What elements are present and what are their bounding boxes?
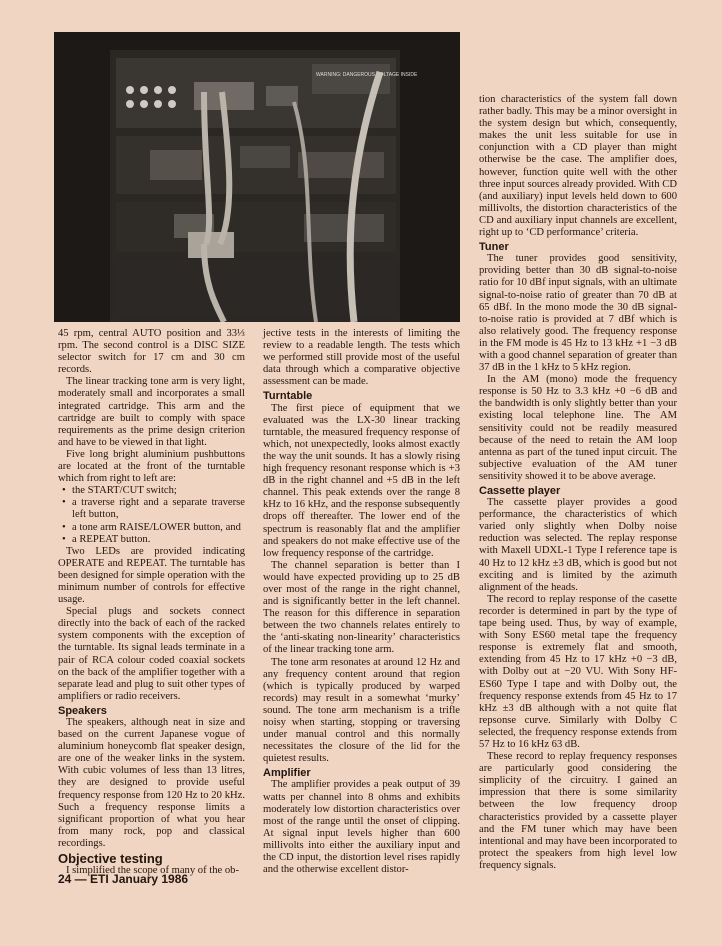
section-heading-amplifier: Amplifier: [263, 767, 311, 780]
page-folio: 24 — ETI January 1986: [58, 872, 189, 886]
column-3: [479, 94, 677, 872]
paragraph: The cassette player provides a good performance, the characteristics of which varied only slightly when Dolby noise reduction was selected. The replay response with Maxell UDXL-1 Type I reference tape is 40 Hz to 12 kHz ±3 dB, which is good but not exciting and is limited by the azimuth alignment of the heads.: [479, 497, 677, 593]
section-heading-objective-testing: Objective testing: [58, 851, 163, 867]
paragraph: tion characteristics of the system fall down rather badly. This may be a minor oversight in the system design but which, consequently, makes the unit less suitable for use in conjunction with a CD player than might otherwise be the case. The amplifier does, however, function quite well with the other three input sources already provided. With CD (and auxiliary) input levels held down to 600 millivolts, the distortion characteristics of the CD and auxiliary input channels are excellent, right up to ‘CD performance’ criteria.: [479, 94, 677, 239]
list-item: • a REPEAT button.: [72, 534, 245, 546]
paragraph: The record to replay response of the casette recorder is determined in part by the type of tape being used. Thus, by way of example, with Sony ES60 metal tape the frequency response is extremely flat and smooth, extending from 45 Hz to 17 kHz +0 −3 dB, with Dolby out at −20 VU. With Sony HF-ES60 Type I tape and with Dolby out, the frequency response extends from 45 Hz to 17 kHz ±3 dB although with a not quite flat repsonse curve. Similarly with Dolby C selected, the frequency response extends from 57 Hz to 16 kHz 63 dB.: [479, 593, 677, 750]
section-heading-cassette-player: Cassette player: [479, 485, 561, 497]
paragraph: The channel separation is better than I would have expected providing up to 25 dB over most of the range in the right channel, and is significantly better in the left channel. The reason for this difference in separation between the two channels relates entirely to the ‘anti-skating non-linearity’ characteristics of the linear tracking tone arm.: [263, 559, 460, 656]
paragraph: Special plugs and sockets connect directly into the back of each of the racked system components with the exception of the turntable. Its signal leads terminate in a pair of RCA colour coded coaxial sockets on the back of the amplifier together with a separate lead and plug to suit other types of amplifiers or radio receivers.: [58, 606, 245, 702]
warning-label: WARNING: DANGEROUS VOLTAGE INSIDE: [316, 72, 418, 78]
paragraph: jective tests in the interests of limiting the review to a readable length. The tests which we performed still provide most of the useful data through which a comparative objective assessment can be made.: [263, 328, 460, 388]
section-heading-speakers: Speakers: [58, 704, 107, 717]
list-item: • a traverse right and a separate traverse left button,: [72, 497, 245, 521]
paragraph: The tone arm resonates at around 12 Hz and any frequency content around that region (which is typically produced by warped records) may result in a somewhat ‘murky’ sound. The tone arm mechanism is a trifle noisy when starting, stopping or traversing under manual control and this normally necessitates the closure of the lid for the quietest results.: [263, 656, 460, 765]
paragraph: These record to replay frequency responses are particularly good considering the simplicity of the circuitry. I gained an impression that there is some similarity between the low frequency droop characteristics provided by a cassette player and the FM tuner which may have been intentional and may have been incorporated to protect the speakers from high level low frequency signals.: [479, 751, 677, 871]
list-item: • the START/CUT switch;: [72, 485, 245, 497]
column-1: [58, 328, 245, 877]
paragraph: In the AM (mono) mode the frequency response is 50 Hz to 3.3 kHz +0 −6 dB and the bandwidth is only slightly better than your existing local telephone line. The AM sensitivity could not be readily measured because of the need to retain the AM loop antenna as part of the tuned input circuit. The subjective evaluation of the AM tuner sensitivity showed it to be above average.: [479, 374, 677, 482]
section-heading-tuner: Tuner: [479, 241, 509, 254]
equipment-rack-photo: [54, 32, 460, 322]
paragraph: The linear tracking tone arm is very light, moderately small and incorporates a small integrated cartridge. This arm and the cartridge are built to comply with space requirements as the prime design criterion and have to be viewed in that light.: [58, 376, 245, 448]
pushbutton-list: [58, 485, 245, 545]
section-heading-turntable: Turntable: [263, 390, 313, 403]
paragraph: The first piece of equipment that we evaluated was the LX-30 linear tracking turntable, the measured frequency response of which, not unexpectedly, looks almost exactly the way the unit sounds. It has a slowly rising high frequency resonant response which is +3 dB in the right channel and +5 dB in the left channel. This peak extends over the range 8 kHz to 16 kHz, and the response subsequently drops off thereafter. The lower end of the spectrum is reasonably flat and the amplifier and speakers do not make effective use of the low frequency response of the cartridge.: [263, 402, 460, 559]
rack-rear-panel-image: [54, 32, 460, 322]
paragraph: I simplified the scope of many of the ob-: [66, 865, 239, 877]
paragraph: Two LEDs are provided indicating OPERATE and REPEAT. The turntable has been designed for simple operation with the minimum number of controls for effective usage.: [58, 545, 245, 606]
column-2: [263, 328, 460, 876]
paragraph: Five long bright aluminium pushbuttons are located at the front of the turntable which from right to left are:: [58, 448, 245, 485]
paragraph: The speakers, although neat in size and based on the current Japanese vogue of aluminium honeycomb flat speaker design, are one of the weaker links in the system. With cubic volumes of less than 13 litres, they are designed to provide useful frequency response from 120 Hz to 20 kHz. Such a frequency response limits a significant proportion of what you hear from many rock, pop and classical recordings.: [58, 717, 245, 849]
paragraph: The tuner provides good sensitivity, providing better than 30 dB signal-to-noise ratio for 10 dBf input signals, with an ultimate signal-to-noise ratio of greater than 70 dB at 65 dBf. In the mono mode the 30 dB signal-to-noise ratio is provided at 7 dBf which is also relatively good. The frequency response in the FM mode is 45 Hz to 13 kHz +1 −3 dB with a good channel separation of greater than 37 dB in the 1 kHz to 5 kHz region.: [479, 253, 677, 374]
paragraph: The amplifier provides a peak output of 39 watts per channel into 8 ohms and exhibits moderately low distortion characteristics over most of the range until the onset of clipping. At signal input levels higher than 600 millivolts into either the auxiliary input and the CD input, the distortion level rises rapidly and the otherwise excellent distor-: [263, 779, 460, 876]
paragraph: 45 rpm, central AUTO position and 33⅓ rpm. The second control is a DISC SIZE selector switch for 17 cm and 30 cm records.: [58, 328, 245, 376]
list-item: • a tone arm RAISE/LOWER button, and: [72, 522, 245, 534]
